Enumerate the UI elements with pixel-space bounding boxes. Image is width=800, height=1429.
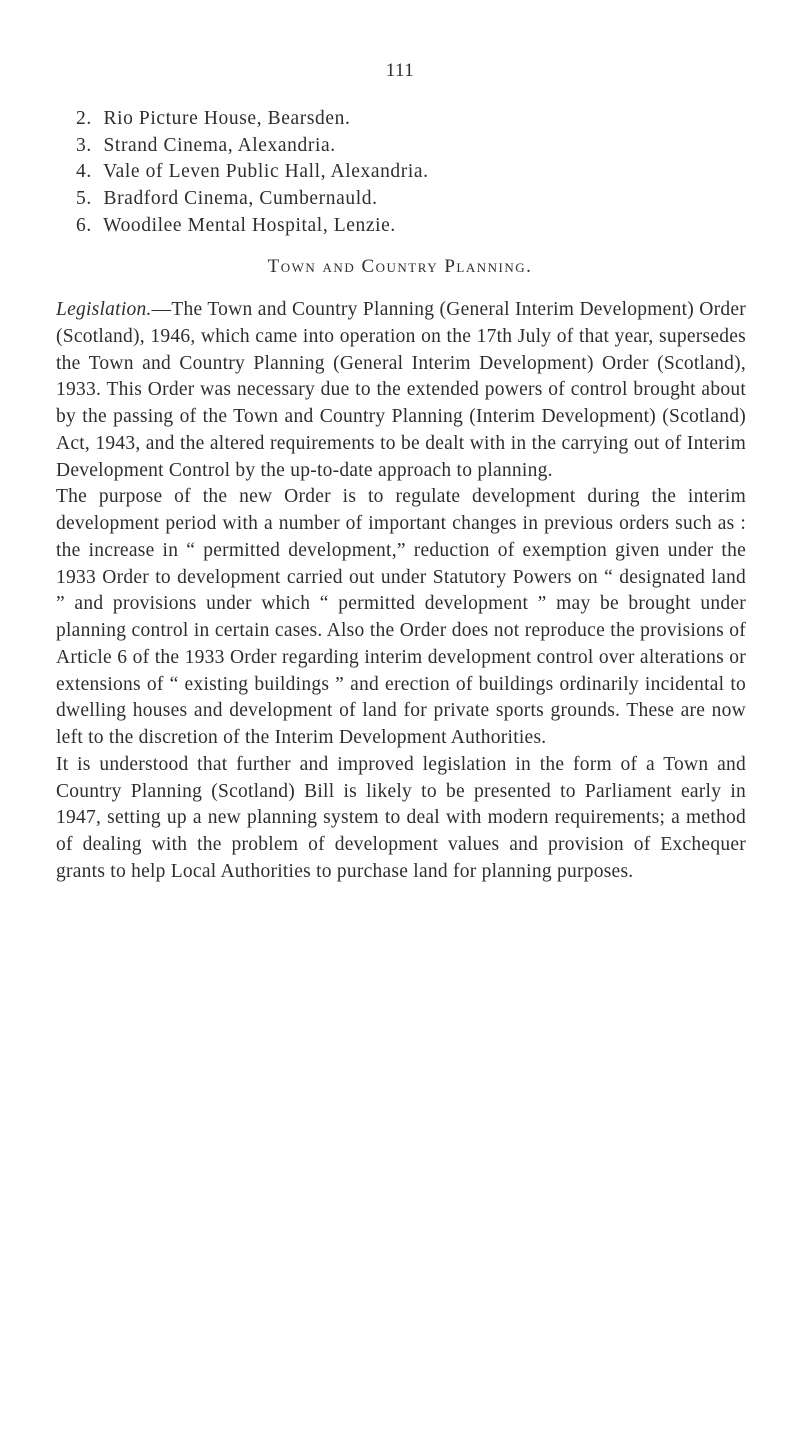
page-number: 111 — [385, 60, 415, 81]
list-item-text: Strand Cinema, Alexandria. — [103, 134, 336, 156]
list-item — [76, 133, 429, 160]
paragraph-text: It is understood that further and improved legislation in the form of a Town and Country Planning (Scotland) Bill is likely to be presented to Parliament early in 1947, setting up a new planning system to deal with modern requirements; a method of dealing with the problem of development values and provision of Exchequer grants to help Local Authorities to purchase land for planning purposes. — [56, 753, 746, 882]
list-item — [76, 106, 429, 133]
list-item-number: 2. — [76, 108, 92, 129]
list-item — [76, 159, 429, 186]
paragraph-purpose — [56, 484, 746, 752]
list-item-number: 6. — [76, 214, 92, 236]
list-item-number: 5. — [76, 188, 92, 210]
body-text — [56, 297, 746, 886]
paragraph-future-legislation — [56, 752, 746, 886]
list-item-text: Bradford Cinema, Cumbernauld. — [103, 188, 378, 210]
paragraph-legislation — [56, 297, 746, 484]
list-item-number: 3. — [76, 134, 92, 156]
list-item-text: Woodilee Mental Hospital, Lenzie. — [103, 214, 396, 236]
list-item-number: 4. — [76, 161, 92, 183]
list-item-text: Vale of Leven Public Hall, Alexandria. — [103, 161, 429, 183]
section-heading: Town and Country Planning. — [267, 256, 533, 277]
venue-list — [76, 106, 429, 240]
paragraph-text: —The Town and Country Planning (General Interim Development) Order (Scotland), 1946, which came into operation on the 17th July of that year, supersedes the Town and Country Planning (General Interim Development) Order (Scotland), 1933. This Order was necessary due to the extended powers of control brought about by the passing of the Town and Country Planning (Interim Development) (Scotland) Act, 1943, and the altered requirements to be dealt with in the carrying out of Interim Development Control by the up-to-date approach to planning. — [56, 299, 746, 481]
list-item — [76, 213, 429, 240]
paragraph-text: The purpose of the new Order is to regulate development during the interim development period with a number of important changes in previous orders such as : the increase in “ permitted development,” reduction of exemption given under the 1933 Order to development carried out under Statutory Powers on “ designated land ” and provisions under which “ permitted development ” may be brought under planning control in certain cases. Also the Order does not reproduce the provisions of Article 6 of the 1933 Order regarding interim development control over alterations or extensions of “ existing buildings ” and erection of buildings ordinarily incidental to dwelling houses and development of land for private sports grounds. These are now left to the discretion of the Interim Development Authorities. — [56, 486, 746, 748]
list-item-text: Rio Picture House, Bearsden. — [103, 108, 351, 129]
list-item — [76, 186, 429, 213]
paragraph-lead: Legislation. — [56, 299, 152, 320]
